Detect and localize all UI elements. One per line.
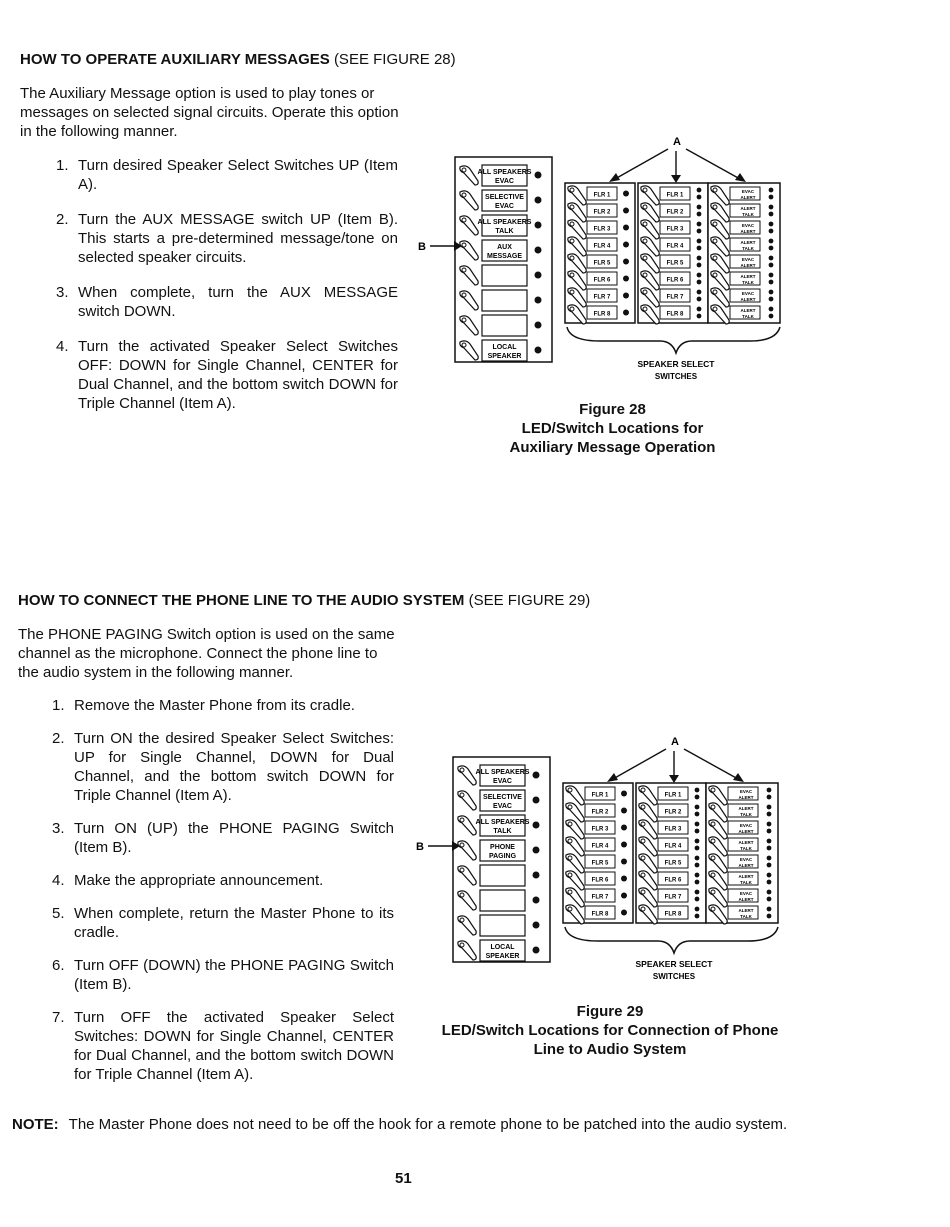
figure-28-caption [470,400,755,457]
zone-label-bottom: TALK [742,314,754,319]
zone-label-top: EVAC [741,223,755,228]
floor-label: FLR 5 [666,260,684,267]
step-number: 2. [56,211,69,228]
panel-switch-label-box [480,915,525,936]
floor-label: FLR 7 [591,894,609,901]
led-indicator [695,788,700,793]
zone-label-bottom: ALERT [740,263,756,268]
led-indicator [767,839,772,844]
zone-label-top: EVAC [739,823,753,828]
led-indicator [767,897,772,902]
zone-label-top: EVAC [741,257,755,262]
led-indicator [623,191,629,197]
led-indicator [697,205,702,210]
step-text: When complete, return the Master Phone to its cradle. [74,905,394,941]
section-2-intro: The PHONE PAGING Switch option is used on the same channel as the microphone. Connect the phone line to the audio system in the following manner. [18,626,395,681]
zone-label-top: EVAC [739,789,753,794]
led-indicator [695,829,700,834]
step-number: 4. [52,872,65,889]
panel-switch-label-box [482,315,527,336]
step-number: 6. [52,957,65,974]
step-item [52,819,394,857]
zone-label-bottom: TALK [742,212,754,217]
step-text: Turn ON (UP) the PHONE PAGING Switch (Item B). [74,820,394,856]
step-item [52,871,394,890]
led-indicator [623,310,629,316]
step-text: Turn OFF the activated Speaker Select Switches: DOWN for Single Channel, CENTER for Dual Channel, and the bottom switch DOWN for Triple Channel (Item A). [74,1009,394,1083]
step-item [56,210,398,267]
panel-switch-label-top: SELECTIVE [485,194,524,201]
step-number: 7. [52,1009,65,1026]
figure-29-caption-line-2: Line to Audio System [533,1041,687,1058]
item-a-label: A [673,136,681,148]
step-number: 3. [52,820,65,837]
speaker-select-label-line-2: SWITCHES [652,972,696,981]
floor-label: FLR 2 [664,809,682,816]
led-indicator [769,212,774,217]
led-indicator [535,272,542,279]
step-text: Turn the AUX MESSAGE switch UP (Item B). This starts a pre-determined message/tone on selected speaker circuits. [78,211,398,266]
zone-label-top: EVAC [741,189,755,194]
speaker-select-brace [565,927,778,953]
led-indicator [769,307,774,312]
led-indicator [769,239,774,244]
section-2-heading-title: HOW TO CONNECT THE PHONE LINE TO THE AUDIO SYSTEM [18,592,465,609]
panel-switch-label-bottom: EVAC [493,778,512,785]
floor-label: FLR 2 [593,209,611,216]
zone-label-top: EVAC [739,891,753,896]
led-indicator [767,890,772,895]
led-indicator [695,873,700,878]
floor-label: FLR 6 [666,277,684,284]
panel-switch-label-top: ALL SPEAKERS [475,819,530,826]
floor-label: FLR 7 [593,294,611,301]
floor-label: FLR 7 [664,894,682,901]
zone-label-top: ALERT [740,274,756,279]
step-number: 2. [52,730,65,747]
section-1-heading-title: HOW TO OPERATE AUXILIARY MESSAGES [20,51,330,68]
floor-label: FLR 6 [593,277,611,284]
floor-label: FLR 4 [664,843,682,850]
step-item [52,729,394,805]
led-indicator [697,188,702,193]
note-label: NOTE: [12,1116,59,1133]
led-indicator [533,847,540,854]
floor-label: FLR 3 [664,826,682,833]
step-item [52,696,394,715]
led-indicator [697,273,702,278]
floor-label: FLR 8 [666,311,684,318]
led-indicator [535,222,542,229]
led-indicator [767,829,772,834]
led-indicator [695,863,700,868]
item-a-arrowhead-left [609,173,620,182]
step-text: Remove the Master Phone from its cradle. [74,697,355,714]
floor-label: FLR 3 [666,226,684,233]
panel-switch-label-bottom: EVAC [493,803,512,810]
speaker-select-label-line-2: SWITCHES [654,372,698,381]
zone-label-top: EVAC [739,857,753,862]
led-indicator [697,314,702,319]
figure-28-caption-line-2: Auxiliary Message Operation [509,439,716,456]
led-indicator [769,205,774,210]
speaker-select-label-line-1: SPEAKER SELECT [635,959,713,969]
item-b-label: B [416,841,424,853]
floor-label: FLR 5 [593,260,611,267]
led-indicator [769,314,774,319]
led-indicator [621,859,627,865]
led-indicator [769,246,774,251]
zone-label-bottom: ALERT [738,795,754,800]
floor-label: FLR 2 [591,809,609,816]
section-1-heading-ref: (SEE FIGURE 28) [333,51,456,68]
led-indicator [767,873,772,878]
floor-label: FLR 1 [591,792,609,799]
zone-label-bottom: ALERT [740,297,756,302]
zone-label-bottom: TALK [740,846,752,851]
led-indicator [621,791,627,797]
item-b-label: B [418,241,426,253]
zone-label-top: ALERT [740,206,756,211]
led-indicator [697,246,702,251]
led-indicator [697,256,702,261]
panel-switch-label-box [482,265,527,286]
led-indicator [535,347,542,354]
led-indicator [623,242,629,248]
floor-label: FLR 5 [591,860,609,867]
led-indicator [697,239,702,244]
item-a-arrowhead-left [607,773,618,782]
step-item [52,956,394,994]
panel-switch-label-bottom: EVAC [495,178,514,185]
panel-switch-label-bottom: TALK [495,228,514,235]
led-indicator [697,307,702,312]
led-indicator [621,876,627,882]
led-indicator [535,172,542,179]
led-indicator [623,293,629,299]
panel-switch-label-bottom: EVAC [495,203,514,210]
zone-label-top: ALERT [738,874,754,879]
zone-label-bottom: TALK [740,914,752,919]
step-number: 3. [56,284,69,301]
step-text: When complete, turn the AUX MESSAGE switch DOWN. [78,284,398,320]
led-indicator [697,290,702,295]
zone-label-top: ALERT [738,806,754,811]
led-indicator [767,805,772,810]
step-number: 1. [52,697,65,714]
led-indicator [767,795,772,800]
led-indicator [769,188,774,193]
panel-switch-label-bottom: SPEAKER [487,353,522,360]
panel-switch-label-top: ALL SPEAKERS [477,219,532,226]
floor-label: FLR 8 [593,311,611,318]
step-item [56,283,398,321]
led-indicator [767,788,772,793]
item-a-arrow-left [615,149,668,179]
led-indicator [767,907,772,912]
floor-label: FLR 6 [591,877,609,884]
zone-label-bottom: TALK [742,280,754,285]
item-a-arrowhead-middle [669,775,679,783]
led-indicator [535,297,542,304]
led-indicator [769,280,774,285]
led-indicator [697,222,702,227]
speaker-select-brace [567,327,780,353]
page-number: 51 [395,1170,412,1187]
led-indicator [697,263,702,268]
panel-switch-label-box [480,890,525,911]
led-indicator [767,863,772,868]
floor-label: FLR 8 [591,911,609,918]
led-indicator [623,276,629,282]
zone-label-bottom: ALERT [738,863,754,868]
section-2-heading [18,592,590,609]
led-indicator [695,897,700,902]
step-number: 5. [52,905,65,922]
led-indicator [695,822,700,827]
led-indicator [695,890,700,895]
panel-switch-label-top: AUX [497,244,512,251]
floor-label: FLR 6 [664,877,682,884]
step-item [56,337,398,413]
led-indicator [769,195,774,200]
item-a-label: A [671,736,679,748]
floor-label: FLR 8 [664,911,682,918]
led-indicator [695,907,700,912]
led-indicator [697,195,702,200]
led-indicator [533,922,540,929]
led-indicator [767,880,772,885]
led-indicator [621,825,627,831]
led-indicator [697,297,702,302]
led-indicator [769,256,774,261]
panel-switch-label-bottom: SPEAKER [485,953,520,960]
step-text: Turn OFF (DOWN) the PHONE PAGING Switch (Item B). [74,957,394,993]
led-indicator [695,795,700,800]
section-2-steps [52,696,394,1084]
zone-label-bottom: ALERT [740,229,756,234]
led-indicator [621,808,627,814]
led-indicator [697,212,702,217]
led-indicator [695,839,700,844]
figure-29-title: Figure 29 [576,1003,644,1020]
led-indicator [695,812,700,817]
step-number: 4. [56,338,69,355]
figure-29-caption-line-1: LED/Switch Locations for Connection of Phone [441,1022,779,1039]
figure-28-title: Figure 28 [579,401,646,418]
section-1-intro: The Auxiliary Message option is used to play tones or messages on selected signal circuits. Operate this option in the following manner. [20,85,399,140]
led-indicator [623,225,629,231]
floor-label: FLR 1 [664,792,682,799]
led-indicator [533,822,540,829]
panel-switch-label-top: ALL SPEAKERS [477,169,532,176]
step-item [52,904,394,942]
panel-switch-label-bottom: PAGING [488,853,517,860]
led-indicator [695,805,700,810]
led-indicator [695,846,700,851]
zone-label-top: ALERT [740,240,756,245]
panel-switch-label-box [480,865,525,886]
floor-label: FLR 4 [666,243,684,250]
led-indicator [621,842,627,848]
led-indicator [533,897,540,904]
led-indicator [767,914,772,919]
led-indicator [695,856,700,861]
led-indicator [769,273,774,278]
led-indicator [533,797,540,804]
led-indicator [695,880,700,885]
led-indicator [767,822,772,827]
item-a-arrow-left [613,749,666,779]
led-indicator [695,914,700,919]
zone-label-bottom: TALK [740,812,752,817]
figure-28-diagram [410,135,790,385]
figure-29-caption [430,1002,790,1059]
step-text: Turn ON the desired Speaker Select Switches: UP for Single Channel, DOWN for Dual Channel, and the bottom switch DOWN for Triple Channel (Item A). [74,730,394,804]
step-number: 1. [56,157,69,174]
zone-label-top: EVAC [741,291,755,296]
led-indicator [533,947,540,954]
note [12,1116,932,1133]
led-indicator [697,280,702,285]
led-indicator [533,872,540,879]
zone-label-bottom: ALERT [740,195,756,200]
item-a-arrowhead-middle [671,175,681,183]
panel-switch-label-top: SELECTIVE [483,794,522,801]
led-indicator [623,208,629,214]
led-indicator [697,229,702,234]
section-2-heading-ref: (SEE FIGURE 29) [468,592,591,609]
figure-29-diagram [408,735,788,985]
panel-switch-label-top: LOCAL [492,344,517,351]
panel-switch-label-bottom: TALK [493,828,512,835]
panel-switch-label-bottom: MESSAGE [486,253,523,260]
zone-label-bottom: ALERT [738,897,754,902]
step-text: Make the appropriate announcement. [74,872,324,889]
zone-label-bottom: ALERT [738,829,754,834]
step-item [52,1008,394,1084]
floor-label: FLR 4 [593,243,611,250]
led-indicator [535,197,542,204]
panel-switch-label-top: PHONE [490,844,515,851]
zone-label-top: ALERT [738,840,754,845]
panel-switch-label-box [482,290,527,311]
led-indicator [621,893,627,899]
panel-switch-label-top: ALL SPEAKERS [475,769,530,776]
led-indicator [767,856,772,861]
floor-label: FLR 1 [593,192,611,199]
floor-label: FLR 4 [591,843,609,850]
section-1-steps [56,156,398,413]
led-indicator [623,259,629,265]
led-indicator [767,846,772,851]
led-indicator [533,772,540,779]
item-a-arrow-right [684,749,738,779]
floor-label: FLR 3 [591,826,609,833]
zone-label-top: ALERT [738,908,754,913]
led-indicator [767,812,772,817]
led-indicator [769,229,774,234]
led-indicator [769,290,774,295]
led-indicator [769,222,774,227]
floor-label: FLR 1 [666,192,684,199]
led-indicator [621,910,627,916]
zone-label-top: ALERT [740,308,756,313]
led-indicator [535,322,542,329]
led-indicator [769,297,774,302]
step-item [56,156,398,194]
led-indicator [535,247,542,254]
item-a-arrow-right [686,149,740,179]
floor-label: FLR 5 [664,860,682,867]
step-text: Turn the activated Speaker Select Switches OFF: DOWN for Single Channel, CENTER for Dual Channel, and the bottom switch DOWN for Triple Channel (Item A). [78,338,398,412]
floor-label: FLR 7 [666,294,684,301]
floor-label: FLR 2 [666,209,684,216]
section-1-heading [20,51,456,68]
note-text: The Master Phone does not need to be off the hook for a remote phone to be patched into the audio system. [68,1116,788,1133]
step-text: Turn desired Speaker Select Switches UP (Item A). [78,157,398,193]
panel-switch-label-top: LOCAL [490,944,515,951]
floor-label: FLR 3 [593,226,611,233]
speaker-select-label-line-1: SPEAKER SELECT [637,359,715,369]
figure-28-caption-line-1: LED/Switch Locations for [521,420,704,437]
led-indicator [769,263,774,268]
zone-label-bottom: TALK [742,246,754,251]
zone-label-bottom: TALK [740,880,752,885]
